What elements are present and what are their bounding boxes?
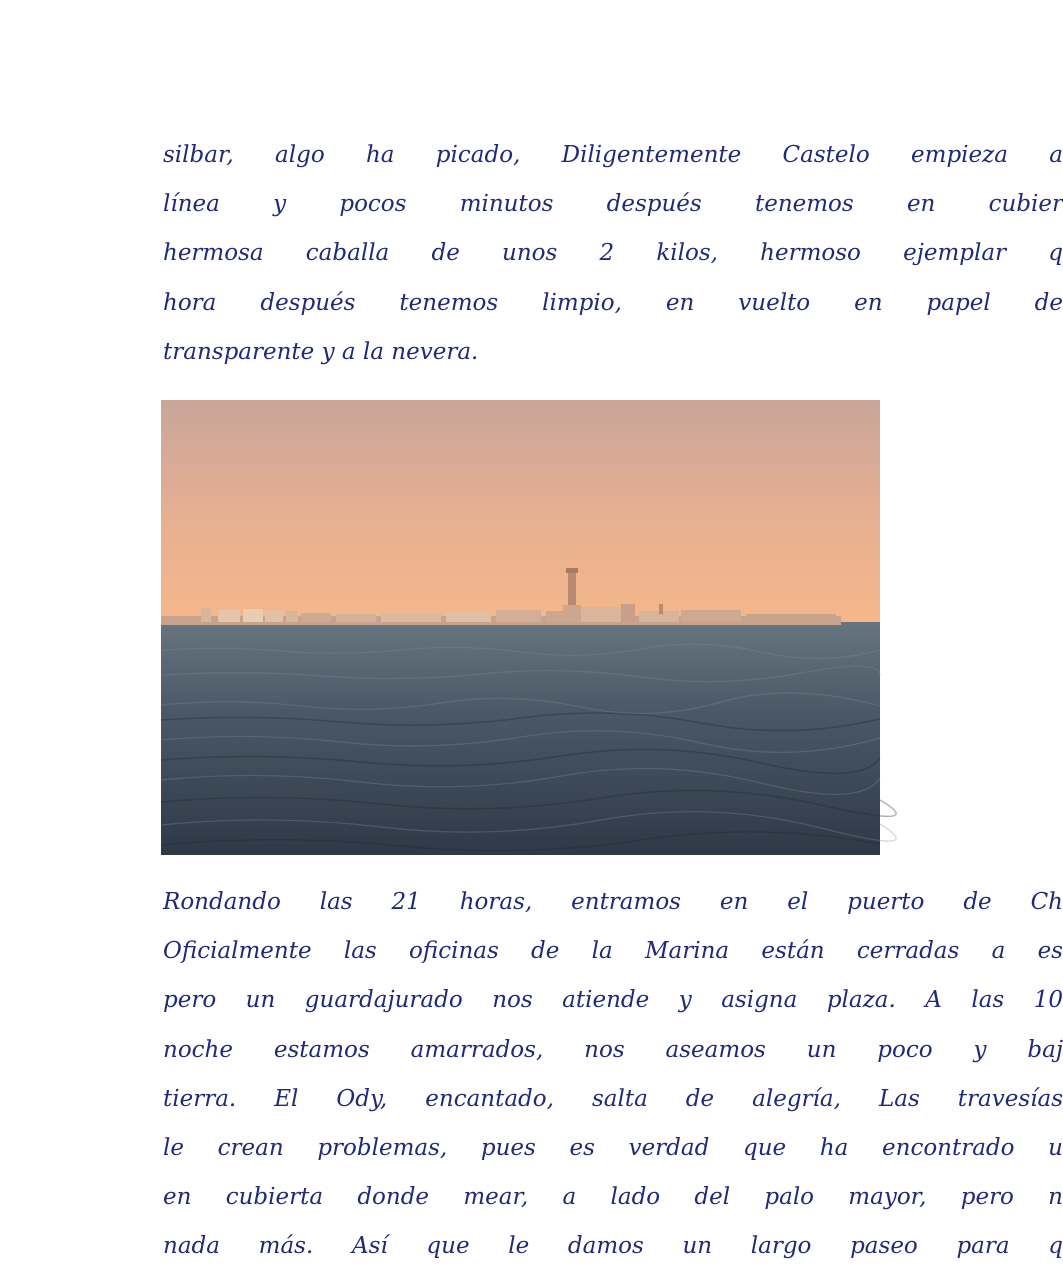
text-line: hora después tenemos limpio, en vuelto en papel de [163, 289, 1063, 316]
text-line: le crean problemas, pues es verdad que ha encontrado u [163, 1134, 1063, 1161]
text-line: silbar, algo ha picado, Diligentemente Castelo empieza a [163, 142, 1063, 168]
text-line: hermosa caballa de unos 2 kilos, hermoso ejemplar q [163, 240, 1063, 267]
text-line: noche estamos amarrados, nos aseamos un poco y baj [163, 1036, 1063, 1063]
text-line: línea y pocos minutos después tenemos en cubier [163, 191, 1063, 218]
text-line: tierra. El Ody, encantado, salta de alegría, Las travesías [163, 1085, 1063, 1112]
paragraph-1 [163, 131, 1063, 377]
sky [161, 400, 880, 628]
coastline-photo [161, 400, 880, 855]
text-line: en cubierta donde mear, a lado del palo mayor, pero n [163, 1184, 1063, 1211]
paragraph-2 [163, 878, 1063, 1272]
text-line: transparente y a la nevera. [163, 338, 479, 365]
text-line: nada más. Así que le damos un largo paseo para q [163, 1233, 1063, 1260]
text-line: Oficialmente las oficinas de la Marina están cerradas a es [163, 938, 1063, 965]
text-line: Rondando las 21 horas, entramos en el puerto de Ch [163, 889, 1063, 915]
text-line: pero un guardajurado nos atiende y asigna plaza. A las 10 [163, 987, 1063, 1014]
